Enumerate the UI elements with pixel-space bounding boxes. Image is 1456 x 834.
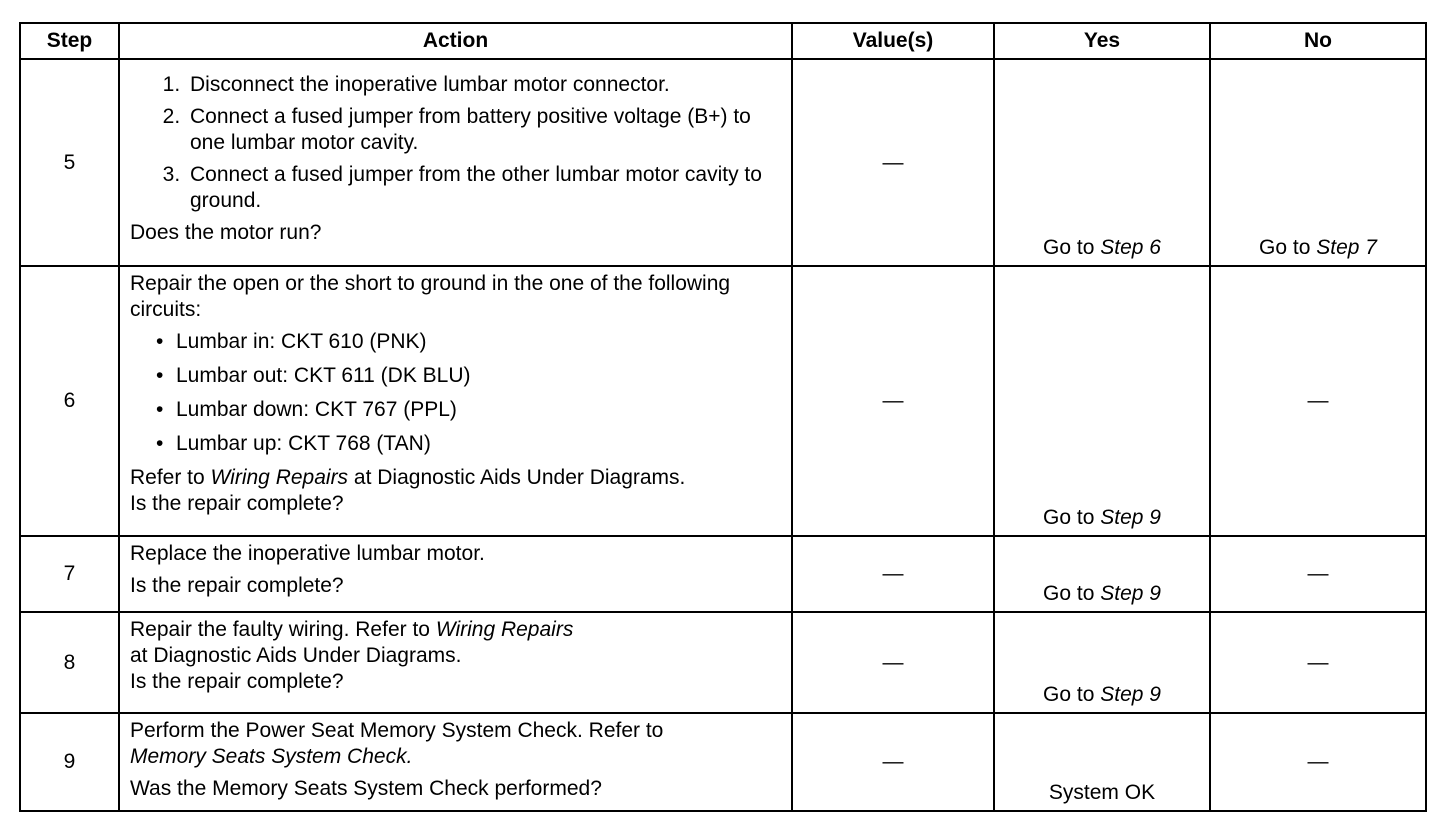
wiring-repairs-link[interactable]: Wiring Repairs (435, 618, 574, 641)
no-cell (1210, 59, 1426, 266)
reference-prefix: Refer to (130, 466, 205, 489)
step-link[interactable]: Step 9 (1100, 582, 1161, 605)
value-cell (792, 612, 994, 713)
table-row-step-5 (20, 59, 1426, 266)
no-cell (1210, 612, 1426, 713)
instruction-text: Replace the inoperative lumbar motor. (130, 542, 485, 565)
question-text: Does the motor run? (130, 221, 322, 244)
yes-cell (994, 713, 1210, 811)
value-cell (792, 266, 994, 536)
action-cell (119, 266, 792, 536)
no-cell (1210, 536, 1426, 612)
value-cell (792, 536, 994, 612)
reference-text (130, 465, 781, 491)
instruction-text: Perform the Power Seat Memory System Check. Refer to (130, 719, 664, 742)
action-cell (119, 59, 792, 266)
table-row-step-7 (20, 536, 1426, 612)
instruction-suffix: at Diagnostic Aids Under Diagrams. (130, 644, 462, 667)
instruction-text (130, 617, 781, 643)
header-values: Value(s) (792, 23, 994, 59)
procedure-item: 1. Disconnect the inoperative lumbar motor connector. (186, 72, 781, 98)
circuit-item: • Lumbar down: CKT 767 (PPL) (176, 397, 781, 423)
procedure-list (130, 72, 781, 214)
dash: — (882, 150, 904, 174)
header-row (20, 23, 1426, 59)
dash: — (1307, 650, 1329, 674)
step-link[interactable]: Step 9 (1100, 506, 1161, 529)
procedure-item: 3. Connect a fused jumper from the other lumbar motor cavity to ground. (186, 162, 781, 214)
circuit-item: • Lumbar in: CKT 610 (PNK) (176, 329, 781, 355)
go-to-label: Go to (1043, 506, 1095, 529)
header-no: No (1210, 23, 1426, 59)
step-number: 6 (20, 266, 119, 536)
dash: — (1307, 750, 1329, 773)
go-to-label: Go to (1043, 683, 1095, 706)
reference-suffix: at Diagnostic Aids Under Diagrams. (353, 466, 686, 489)
diagnostic-table (19, 22, 1427, 812)
dash: — (1307, 562, 1329, 585)
circuit-list (130, 329, 781, 457)
question-text: Is the repair complete? (130, 574, 344, 597)
header-action: Action (119, 23, 792, 59)
step-link[interactable]: Step 9 (1100, 683, 1161, 706)
step-link[interactable]: Step 7 (1316, 236, 1377, 259)
no-cell (1210, 713, 1426, 811)
yes-cell (994, 266, 1210, 536)
dash: — (1307, 389, 1329, 412)
dash: — (882, 750, 904, 773)
table-row-step-6 (20, 266, 1426, 536)
step-link[interactable]: Step 6 (1100, 236, 1161, 259)
value-cell (792, 713, 994, 811)
action-cell (119, 536, 792, 612)
no-cell (1210, 266, 1426, 536)
instruction-prefix: Repair the faulty wiring. Refer to (130, 618, 430, 641)
yes-cell (994, 612, 1210, 713)
action-cell (119, 713, 792, 811)
dash: — (882, 650, 904, 674)
step-number: 9 (20, 713, 119, 811)
value-cell (792, 59, 994, 266)
yes-cell (994, 59, 1210, 266)
circuit-item: • Lumbar up: CKT 768 (TAN) (176, 431, 781, 457)
question-text: Is the repair complete? (130, 492, 344, 515)
go-to-label: Go to (1043, 582, 1095, 605)
circuit-item: • Lumbar out: CKT 611 (DK BLU) (176, 363, 781, 389)
step-number: 5 (20, 59, 119, 266)
question-text: Is the repair complete? (130, 670, 344, 693)
header-step: Step (20, 23, 119, 59)
table-row-step-9 (20, 713, 1426, 811)
question-text: Was the Memory Seats System Check performed? (130, 777, 602, 800)
memory-seats-check-link[interactable]: Memory Seats System Check. (130, 745, 413, 768)
wiring-repairs-link[interactable]: Wiring Repairs (210, 466, 349, 489)
result-text: System OK (1048, 781, 1156, 804)
dash: — (882, 562, 904, 585)
step-number: 8 (20, 612, 119, 713)
go-to-label: Go to (1043, 236, 1095, 259)
header-yes: Yes (994, 23, 1210, 59)
instruction-text: Repair the open or the short to ground in the one of the following circuits: (130, 272, 731, 321)
step-number: 7 (20, 536, 119, 612)
yes-cell (994, 536, 1210, 612)
dash: — (882, 389, 904, 412)
table-row-step-8 (20, 612, 1426, 713)
procedure-item: 2. Connect a fused jumper from battery positive voltage (B+) to one lumbar motor cavity. (186, 104, 781, 156)
action-cell (119, 612, 792, 713)
go-to-label: Go to (1259, 236, 1311, 259)
